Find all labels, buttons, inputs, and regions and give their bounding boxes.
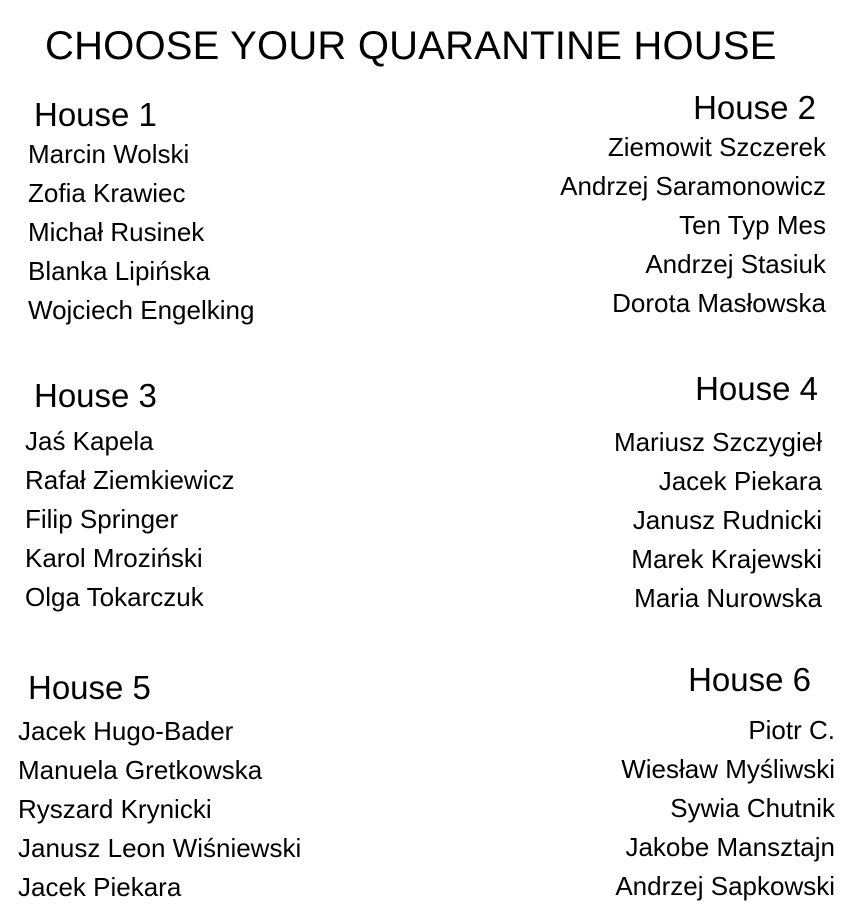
house-title: House 6	[688, 661, 811, 698]
member-name: Janusz Rudnicki	[632, 505, 822, 535]
member-name: Jacek Piekara	[658, 466, 822, 496]
house-title: House 1	[34, 96, 157, 133]
member-name: Ten Typ Mes	[679, 210, 826, 240]
member-name: Wiesław Myśliwski	[621, 754, 835, 784]
house-6	[475, 660, 835, 906]
page-title: CHOOSE YOUR QUARANTINE HOUSE	[45, 24, 777, 68]
house-title: House 2	[693, 89, 816, 126]
member-list	[18, 712, 378, 907]
member-name: Karol Mroziński	[25, 543, 203, 573]
member-name: Jaś Kapela	[25, 426, 154, 456]
member-name: Manuela Gretkowska	[18, 755, 263, 785]
member-name: Mariusz Szczygieł	[613, 427, 822, 457]
member-name: Andrzej Saramonowicz	[560, 171, 826, 201]
member-name: Rafał Ziemkiewicz	[25, 465, 235, 495]
member-name: Jacek Hugo-Bader	[18, 716, 234, 746]
member-name: Ryszard Krynicki	[18, 794, 212, 824]
house-2	[466, 88, 826, 323]
member-name: Olga Tokarczuk	[25, 582, 204, 612]
member-name: Wojciech Engelking	[28, 295, 255, 325]
member-name: Zofia Krawiec	[28, 178, 186, 208]
member-name: Andrzej Sapkowski	[615, 871, 835, 901]
house-5	[18, 668, 378, 907]
member-name: Michał Rusinek	[28, 217, 205, 247]
house-4	[462, 369, 822, 618]
house-title: House 3	[34, 377, 157, 414]
member-name: Dorota Masłowska	[612, 288, 826, 318]
member-name: Blanka Lipińska	[28, 256, 211, 286]
member-list	[25, 422, 385, 617]
house-title: House 4	[695, 370, 818, 407]
member-list	[475, 711, 835, 906]
member-list	[466, 128, 826, 323]
house-title: House 5	[28, 669, 151, 706]
member-name: Sywia Chutnik	[670, 793, 835, 823]
house-1	[28, 95, 388, 330]
member-name: Marek Krajewski	[631, 544, 822, 574]
member-name: Andrzej Stasiuk	[645, 249, 826, 279]
member-name: Jacek Piekara	[18, 872, 182, 902]
member-name: Jakobe Mansztajn	[625, 832, 835, 862]
house-3	[25, 376, 385, 617]
member-list	[462, 423, 822, 618]
member-name: Piotr C.	[748, 715, 835, 745]
member-name: Janusz Leon Wiśniewski	[18, 833, 302, 863]
member-name: Ziemowit Szczerek	[607, 132, 826, 162]
member-name: Marcin Wolski	[28, 139, 190, 169]
member-name: Maria Nurowska	[634, 583, 822, 613]
member-list	[28, 135, 388, 330]
member-name: Filip Springer	[25, 504, 179, 534]
